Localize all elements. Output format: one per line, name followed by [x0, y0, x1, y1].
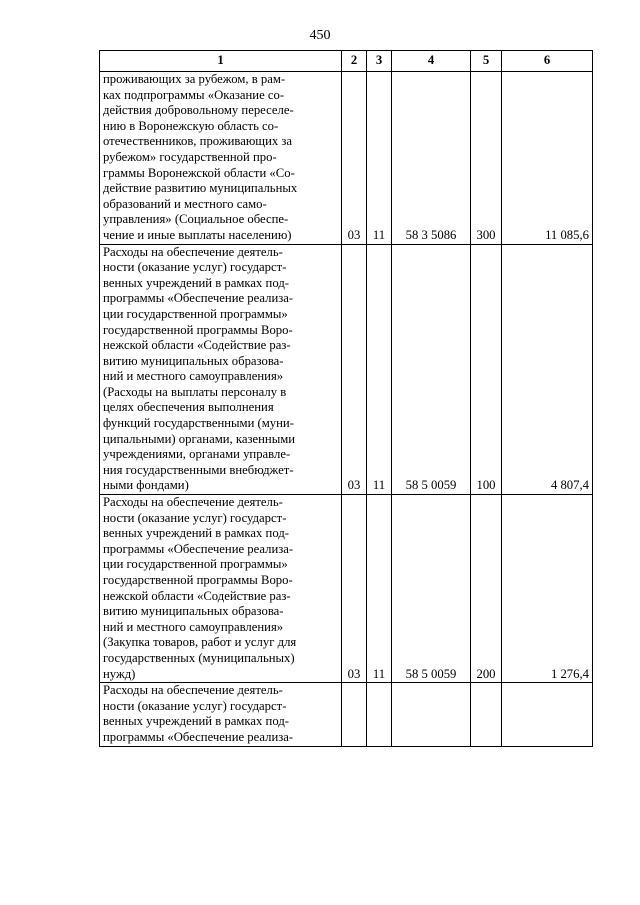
section-code: 03: [342, 244, 367, 495]
description-line: управления» (Социальное обеспе-: [103, 212, 289, 227]
description-line: венных учреждений в рамках под-: [103, 275, 289, 290]
description-line: ках подпрограммы «Оказание со-: [103, 87, 285, 102]
description-line: чение и иные выплаты населению): [103, 227, 292, 242]
description-line: государственных (муниципальных): [103, 650, 295, 665]
description-line: ний и местного самоуправления»: [103, 369, 284, 384]
description-line: учреждениями, органами управле-: [103, 447, 291, 462]
description-line: государственной программы Воро-: [103, 573, 293, 587]
table-row: [100, 683, 593, 746]
amount-value: [502, 683, 593, 746]
subsection-code: 11: [367, 244, 392, 495]
row-description: [100, 72, 342, 245]
description-line: целях обеспечения выполнения: [103, 400, 274, 415]
expense-type-code: 100: [471, 244, 502, 495]
target-article-code: 58 3 5086: [392, 72, 471, 245]
description-line: нежской области «Содействие раз-: [103, 338, 291, 353]
description-line: Расходы на обеспечение деятель-: [103, 495, 283, 510]
description-line: (Закупка товаров, работ и услуг для: [103, 635, 297, 650]
section-code: [342, 683, 367, 746]
target-article-code: 58 5 0059: [392, 495, 471, 683]
row-description: [100, 244, 342, 495]
table-header-row: [100, 51, 593, 72]
description-line: Расходы на обеспечение деятель-: [103, 244, 283, 259]
description-line: ния государственными внебюджет-: [103, 462, 294, 477]
table-row: [100, 495, 593, 683]
amount-value: 11 085,6: [502, 72, 593, 245]
description-line: витию муниципальных образова-: [103, 604, 284, 619]
budget-table: [99, 50, 593, 747]
description-line: нужд): [103, 666, 136, 681]
description-line: венных учреждений в рамках под-: [103, 526, 289, 541]
description-line: программы «Обеспечение реализа-: [103, 729, 294, 744]
subsection-code: 11: [367, 72, 392, 245]
column-header: 5: [471, 51, 502, 72]
description-line: ний и местного самоуправления»: [103, 619, 284, 634]
expense-type-code: [471, 683, 502, 746]
table-row: [100, 244, 593, 495]
description-line: (Расходы на выплаты персоналу в: [103, 384, 287, 399]
section-code: 03: [342, 72, 367, 245]
target-article-code: 58 5 0059: [392, 244, 471, 495]
description-line: программы «Обеспечение реализа-: [103, 291, 294, 306]
description-line: проживающих за рубежом, в рам-: [103, 72, 286, 86]
column-header: 6: [502, 51, 593, 72]
column-header: 1: [100, 51, 342, 72]
description-line: нежской области «Содействие раз-: [103, 588, 291, 603]
description-line: действие развитию муниципальных: [103, 181, 298, 196]
expense-type-code: 200: [471, 495, 502, 683]
subsection-code: 11: [367, 495, 392, 683]
amount-value: 4 807,4: [502, 244, 593, 495]
row-description: [100, 495, 342, 683]
table-row: [100, 72, 593, 245]
description-line: отечественников, проживающих за: [103, 134, 293, 149]
page-number: 450: [309, 28, 331, 43]
description-line: венных учреждений в рамках под-: [103, 714, 289, 729]
description-line: ции государственной программы»: [103, 306, 288, 321]
row-description: [100, 683, 342, 746]
description-line: граммы Воронежской области «Со-: [103, 165, 295, 180]
section-code: 03: [342, 495, 367, 683]
description-line: рубежом» государственной про-: [103, 149, 277, 164]
description-line: ности (оказание услуг) государст-: [103, 698, 287, 713]
description-line: ципальными) органами, казенными: [103, 431, 296, 446]
description-line: ности (оказание услуг) государст-: [103, 510, 287, 525]
subsection-code: [367, 683, 392, 746]
description-line: ции государственной программы»: [103, 557, 288, 572]
description-line: ности (оказание услуг) государст-: [103, 260, 287, 275]
target-article-code: [392, 683, 471, 746]
amount-value: 1 276,4: [502, 495, 593, 683]
table-body: [100, 72, 593, 747]
expense-type-code: 300: [471, 72, 502, 245]
description-line: витию муниципальных образова-: [103, 353, 284, 368]
description-line: ными фондами): [103, 478, 189, 493]
column-header: 2: [342, 51, 367, 72]
column-header: 3: [367, 51, 392, 72]
description-line: функций государственными (муни-: [103, 416, 294, 431]
description-line: действия добровольному переселе-: [103, 103, 294, 118]
column-header: 4: [392, 51, 471, 72]
description-line: Расходы на обеспечение деятель-: [103, 683, 283, 698]
description-line: образований и местного само-: [103, 196, 267, 211]
description-line: государственной программы Воро-: [103, 322, 293, 337]
description-line: нию в Воронежскую область со-: [103, 118, 279, 133]
description-line: программы «Обеспечение реализа-: [103, 541, 294, 556]
